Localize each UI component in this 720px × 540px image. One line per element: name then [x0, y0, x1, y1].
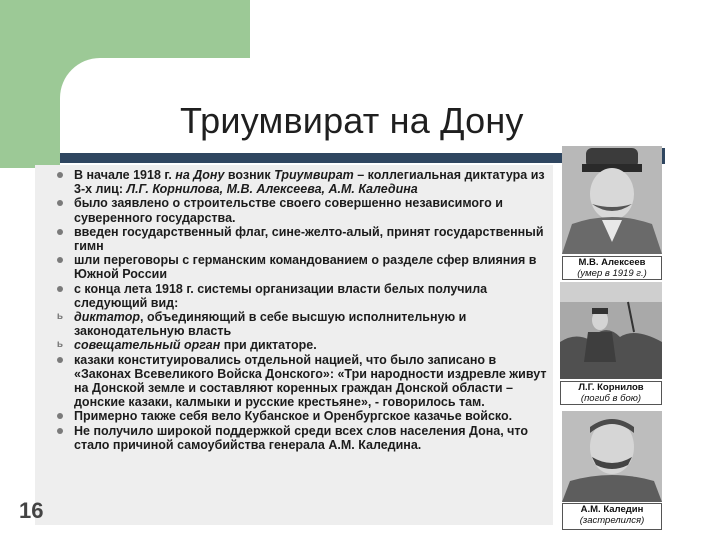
bullet-text: Не получило широкой поддержкой среди всех слов населения Дона, что стало причиной самоубийства генерала А.М. Каледина.: [74, 423, 529, 452]
bullet-dot-icon: [50, 353, 70, 367]
portrait-kornilov: [560, 282, 662, 379]
bullet-dot-icon: [50, 409, 70, 423]
slide-number: 16: [19, 498, 44, 523]
bullet-text: при диктаторе.: [220, 338, 317, 353]
bullet-dot-icon: [50, 168, 70, 182]
bullet-list: [50, 168, 555, 452]
bullet-text: , объединяющий в себе высшую исполнительную и законодательную власть: [74, 310, 467, 339]
bullet-text: Примерно также себя вело Кубанское и Оренбургское казачье войско.: [74, 409, 513, 424]
bullet-item: [50, 310, 555, 338]
bullet-dot-icon: [50, 253, 70, 267]
bullet-text: на Дону: [175, 168, 225, 182]
bullet-item: [50, 196, 555, 224]
portrait-name: М.В. Алексеев: [578, 257, 646, 268]
portrait-alekseev-caption: [562, 256, 662, 280]
bullet-item: [50, 253, 555, 281]
sub-bullet-icon: ь: [56, 311, 64, 323]
bullet-text: возник: [224, 168, 275, 182]
portrait-name: Л.Г. Корнилов: [578, 382, 644, 393]
bullet-dot-icon: [50, 424, 70, 438]
slide-title: Триумвират на Дону: [180, 100, 524, 141]
bullet-dot-icon: [50, 225, 70, 239]
portrait-note: (погиб в бою): [580, 393, 642, 404]
portrait-note: (застрелился): [579, 515, 645, 526]
bullet-dot-icon: [50, 282, 70, 296]
bullet-item: [50, 338, 555, 352]
bullet-text: Л.Г. Корнилова, М.В. Алексеева, А.М. Каледина: [126, 182, 418, 197]
portrait-kaledin: [562, 411, 662, 502]
bullet-text: казаки конституировались отдельной нацией, что было записано в «Законах Всевеликого Войска Донского»: «Три народности издревле живут на Донской земле и составляют коренных граждан Донской области – донские казаки, калмыки и русские крестьяне», - говорилось там.: [74, 352, 547, 410]
bullet-item: [50, 353, 555, 410]
bullet-text: Триумвират: [274, 168, 354, 182]
bullet-item: [50, 282, 555, 310]
bullet-text: совещательный орган: [74, 338, 221, 353]
bullet-text: с конца лета 1918 г. системы организации власти белых получила следующий вид:: [74, 281, 488, 310]
sub-bullet-icon: ь: [56, 339, 64, 351]
bullet-item: [50, 168, 555, 196]
bullet-text: диктатор: [74, 310, 140, 325]
portrait-alekseev: [562, 146, 662, 254]
portrait-kornilov-caption: [560, 381, 662, 405]
portrait-name: А.М. Каледин: [580, 504, 644, 515]
title-divider: [60, 153, 575, 163]
bullet-item: [50, 225, 555, 253]
bullet-text: введен государственный флаг, сине-желто-алый, принят государственный гимн: [74, 224, 544, 254]
bullet-text: шли переговоры с германским командованием о разделе сфер влияния в Южной России: [74, 253, 537, 282]
bullet-item: [50, 424, 555, 452]
bullet-text: было заявлено о строительстве своего совершенно независимого и суверенного государства.: [74, 196, 503, 225]
bullet-dot-icon: [50, 196, 70, 210]
bullet-text: – коллегиальная диктатура из 3-х лиц:: [74, 168, 545, 197]
bullet-text: В начале 1918 г.: [74, 168, 176, 182]
bullet-item: [50, 409, 555, 423]
portrait-kaledin-caption: [562, 503, 662, 530]
portrait-note: (умер в 1919 г.): [577, 268, 647, 279]
